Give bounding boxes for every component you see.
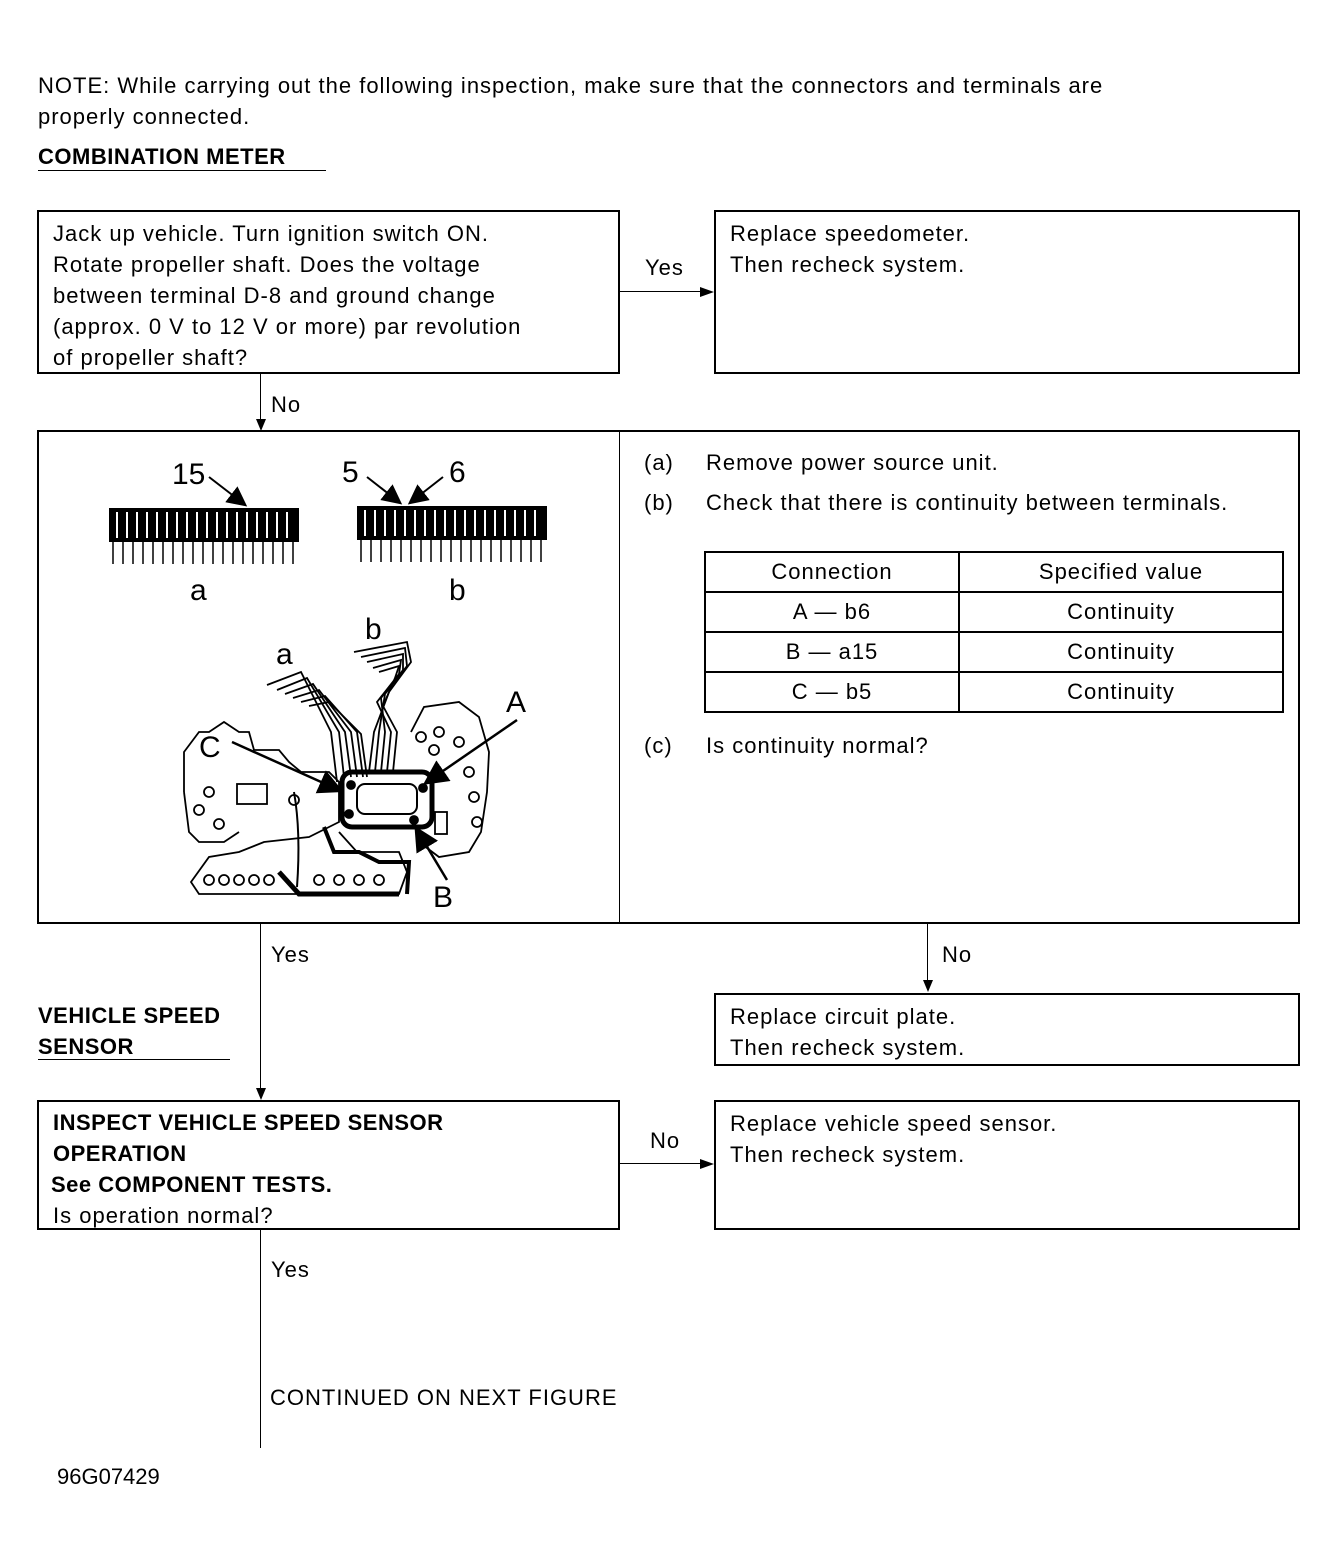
connector-b-label: b <box>449 574 466 607</box>
plate-label-C: C <box>199 731 221 764</box>
step2-yes-label: Yes <box>271 942 310 967</box>
continued-text: CONTINUED ON NEXT FIGURE <box>270 1385 618 1410</box>
step3-line: Is operation normal? <box>53 1203 274 1228</box>
step2-item-text: Is continuity normal? <box>706 733 929 758</box>
step3-yes-connector <box>260 1230 261 1448</box>
connector-b-icon <box>357 506 547 562</box>
step3-bold-line: See COMPONENT TESTS. <box>51 1172 333 1197</box>
table-header-row <box>705 552 1283 592</box>
table-header-cell: Connection <box>705 552 959 592</box>
result-line: Replace speedometer. <box>730 221 971 246</box>
table-cell: Continuity <box>959 592 1283 632</box>
section-title-line: VEHICLE SPEED <box>38 1003 221 1028</box>
result-speedometer-box <box>714 210 1300 374</box>
step2-item-text: Check that there is continuity between terminals. <box>706 490 1229 515</box>
connector-a-label: a <box>190 574 207 607</box>
note-line-1: NOTE: While carrying out the following inspection, make sure that the connectors and terminals are <box>38 73 1104 98</box>
step1-line: of propeller shaft? <box>53 345 249 370</box>
step2-item-key: (c) <box>644 733 673 758</box>
step1-yes-connector <box>620 291 702 292</box>
plate-label-A: A <box>506 686 527 719</box>
step2-divider <box>619 431 620 923</box>
arrow-down-icon <box>923 980 933 992</box>
step2-item-key: (b) <box>644 490 674 515</box>
step1-box <box>37 210 620 374</box>
table-cell: Continuity <box>959 632 1283 672</box>
table-cell: Continuity <box>959 672 1283 712</box>
step2-item-text: Remove power source unit. <box>706 450 999 475</box>
connector-a-icon <box>109 508 299 564</box>
step1-line: (approx. 0 V to 12 V or more) par revolution <box>53 314 522 339</box>
section-title-vehicle-speed-sensor <box>38 1000 221 1062</box>
table-cell: A — b6 <box>705 592 959 632</box>
result-line: Then recheck system. <box>730 252 966 277</box>
note-line-2: properly connected. <box>38 104 251 129</box>
table-row <box>705 592 1283 632</box>
table-cell: B — a15 <box>705 632 959 672</box>
plate-label-a: a <box>276 638 293 671</box>
result-line: Replace circuit plate. <box>730 1004 957 1029</box>
result-line: Then recheck system. <box>730 1142 966 1167</box>
continuity-table <box>704 551 1284 713</box>
step2-yes-connector <box>260 924 261 1090</box>
step2-no-label: No <box>942 942 973 967</box>
step3-bold-line: OPERATION <box>53 1141 187 1166</box>
table-header-cell: Specified value <box>959 552 1283 592</box>
connector-a-pin-label: 15 <box>172 458 206 491</box>
plate-label-B: B <box>433 881 454 914</box>
result-line: Then recheck system. <box>730 1035 966 1060</box>
step1-line: Jack up vehicle. Turn ignition switch ON. <box>53 221 489 246</box>
step3-bold-line: INSPECT VEHICLE SPEED SENSOR <box>53 1110 444 1135</box>
step3-no-connector <box>620 1163 702 1164</box>
result-line: Replace vehicle speed sensor. <box>730 1111 1058 1136</box>
step3-no-label: No <box>650 1128 681 1153</box>
plate-label-b: b <box>365 613 382 646</box>
step1-yes-label: Yes <box>645 255 684 280</box>
step1-no-connector <box>260 374 261 421</box>
circuit-plate-drawing <box>184 642 489 894</box>
result-circuit-plate-box <box>714 993 1300 1066</box>
step1-no-label: No <box>271 392 302 417</box>
connector-b-pin-label-right: 6 <box>449 456 466 489</box>
arrow-right-icon <box>700 287 714 297</box>
step2-item-key: (a) <box>644 450 674 475</box>
step3-yes-label: Yes <box>271 1257 310 1282</box>
step1-line: between terminal D-8 and ground change <box>53 283 496 308</box>
section-title-combination-meter: COMBINATION METER <box>38 144 286 169</box>
table-row <box>705 632 1283 672</box>
step2-no-connector <box>927 924 928 982</box>
connector-b-pin-label-left: 5 <box>342 456 359 489</box>
section-title-line: SENSOR <box>38 1034 134 1059</box>
arrow-right-icon <box>700 1159 714 1169</box>
table-row <box>705 672 1283 712</box>
arrow-down-icon <box>256 1088 266 1100</box>
result-speed-sensor-box <box>714 1100 1300 1230</box>
figure-id: 96G07429 <box>57 1464 160 1489</box>
circuit-plate-illustration <box>39 432 617 922</box>
step3-box <box>37 1100 620 1230</box>
step1-line: Rotate propeller shaft. Does the voltage <box>53 252 481 277</box>
section-title-underline <box>38 170 326 171</box>
table-cell: C — b5 <box>705 672 959 712</box>
section-title-underline <box>38 1059 230 1060</box>
